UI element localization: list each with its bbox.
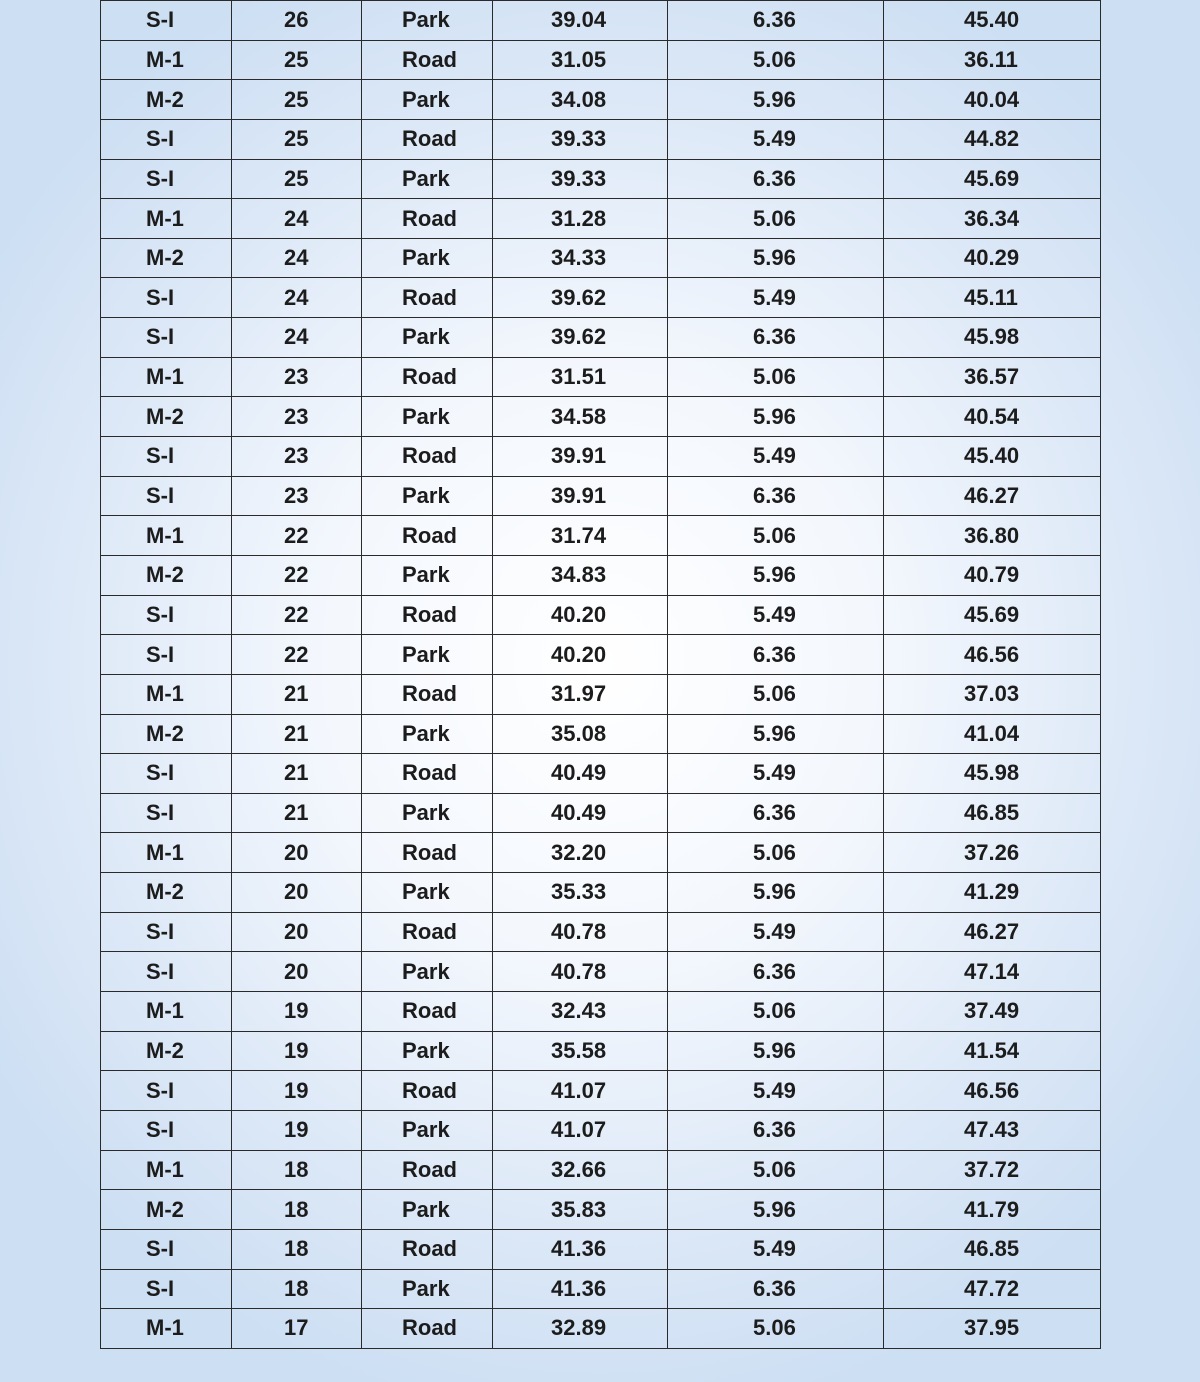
value-b-cell: 5.49 bbox=[668, 912, 884, 952]
value-b-cell: 5.96 bbox=[668, 238, 884, 278]
total-cell: 44.82 bbox=[884, 119, 1101, 159]
count-cell: 25 bbox=[232, 119, 362, 159]
count-cell: 21 bbox=[232, 793, 362, 833]
zone-cell: S-I bbox=[101, 159, 232, 199]
location-cell: Road bbox=[362, 754, 493, 794]
zone-cell: M-2 bbox=[101, 714, 232, 754]
total-cell: 41.79 bbox=[884, 1190, 1101, 1230]
value-a-cell: 41.07 bbox=[493, 1071, 668, 1111]
value-b-cell: 6.36 bbox=[668, 1, 884, 41]
table-row bbox=[101, 873, 1101, 913]
table-row bbox=[101, 278, 1101, 318]
zone-cell: M-1 bbox=[101, 199, 232, 239]
location-cell: Park bbox=[362, 80, 493, 120]
zone-cell: M-2 bbox=[101, 555, 232, 595]
table-row bbox=[101, 476, 1101, 516]
value-b-cell: 6.36 bbox=[668, 793, 884, 833]
count-cell: 19 bbox=[232, 992, 362, 1032]
location-cell: Park bbox=[362, 318, 493, 358]
count-cell: 22 bbox=[232, 635, 362, 675]
total-cell: 45.11 bbox=[884, 278, 1101, 318]
table-row bbox=[101, 516, 1101, 556]
table-row bbox=[101, 833, 1101, 873]
count-cell: 25 bbox=[232, 80, 362, 120]
count-cell: 22 bbox=[232, 595, 362, 635]
table-row bbox=[101, 40, 1101, 80]
total-cell: 46.85 bbox=[884, 1229, 1101, 1269]
table-row bbox=[101, 1269, 1101, 1309]
value-a-cell: 34.08 bbox=[493, 80, 668, 120]
location-cell: Park bbox=[362, 1, 493, 41]
value-b-cell: 5.06 bbox=[668, 992, 884, 1032]
value-a-cell: 31.05 bbox=[493, 40, 668, 80]
value-a-cell: 35.33 bbox=[493, 873, 668, 913]
value-a-cell: 35.83 bbox=[493, 1190, 668, 1230]
zone-cell: S-I bbox=[101, 952, 232, 992]
table-row bbox=[101, 1, 1101, 41]
table-row bbox=[101, 635, 1101, 675]
table-row bbox=[101, 80, 1101, 120]
data-table bbox=[100, 0, 1101, 1349]
zone-cell: S-I bbox=[101, 318, 232, 358]
zone-cell: M-2 bbox=[101, 80, 232, 120]
count-cell: 20 bbox=[232, 912, 362, 952]
location-cell: Park bbox=[362, 397, 493, 437]
zone-cell: S-I bbox=[101, 1229, 232, 1269]
total-cell: 46.27 bbox=[884, 476, 1101, 516]
total-cell: 37.26 bbox=[884, 833, 1101, 873]
table-row bbox=[101, 1190, 1101, 1230]
zone-cell: S-I bbox=[101, 476, 232, 516]
count-cell: 23 bbox=[232, 476, 362, 516]
location-cell: Park bbox=[362, 873, 493, 913]
total-cell: 36.34 bbox=[884, 199, 1101, 239]
value-a-cell: 39.33 bbox=[493, 159, 668, 199]
total-cell: 47.43 bbox=[884, 1110, 1101, 1150]
total-cell: 37.72 bbox=[884, 1150, 1101, 1190]
location-cell: Road bbox=[362, 357, 493, 397]
table-row bbox=[101, 1309, 1101, 1349]
table-row bbox=[101, 437, 1101, 477]
zone-cell: M-2 bbox=[101, 1190, 232, 1230]
zone-cell: M-1 bbox=[101, 992, 232, 1032]
zone-cell: M-2 bbox=[101, 397, 232, 437]
zone-cell: S-I bbox=[101, 754, 232, 794]
count-cell: 20 bbox=[232, 873, 362, 913]
value-a-cell: 40.20 bbox=[493, 635, 668, 675]
location-cell: Park bbox=[362, 238, 493, 278]
total-cell: 45.69 bbox=[884, 159, 1101, 199]
location-cell: Road bbox=[362, 1071, 493, 1111]
total-cell: 45.40 bbox=[884, 1, 1101, 41]
value-a-cell: 32.43 bbox=[493, 992, 668, 1032]
value-b-cell: 5.96 bbox=[668, 873, 884, 913]
location-cell: Park bbox=[362, 793, 493, 833]
value-b-cell: 5.96 bbox=[668, 80, 884, 120]
count-cell: 20 bbox=[232, 833, 362, 873]
location-cell: Road bbox=[362, 1150, 493, 1190]
value-a-cell: 40.20 bbox=[493, 595, 668, 635]
total-cell: 46.85 bbox=[884, 793, 1101, 833]
table-row bbox=[101, 674, 1101, 714]
zone-cell: M-1 bbox=[101, 40, 232, 80]
total-cell: 37.95 bbox=[884, 1309, 1101, 1349]
total-cell: 37.03 bbox=[884, 674, 1101, 714]
zone-cell: S-I bbox=[101, 1071, 232, 1111]
value-b-cell: 5.49 bbox=[668, 1229, 884, 1269]
value-b-cell: 5.49 bbox=[668, 119, 884, 159]
zone-cell: M-1 bbox=[101, 1309, 232, 1349]
location-cell: Road bbox=[362, 278, 493, 318]
total-cell: 47.14 bbox=[884, 952, 1101, 992]
zone-cell: S-I bbox=[101, 437, 232, 477]
zone-cell: M-1 bbox=[101, 674, 232, 714]
value-a-cell: 35.58 bbox=[493, 1031, 668, 1071]
total-cell: 41.04 bbox=[884, 714, 1101, 754]
location-cell: Road bbox=[362, 912, 493, 952]
value-b-cell: 5.06 bbox=[668, 516, 884, 556]
location-cell: Road bbox=[362, 516, 493, 556]
count-cell: 18 bbox=[232, 1269, 362, 1309]
data-table-container bbox=[100, 0, 1100, 1349]
table-row bbox=[101, 159, 1101, 199]
value-b-cell: 5.06 bbox=[668, 833, 884, 873]
location-cell: Road bbox=[362, 595, 493, 635]
zone-cell: S-I bbox=[101, 793, 232, 833]
value-b-cell: 5.49 bbox=[668, 278, 884, 318]
total-cell: 36.57 bbox=[884, 357, 1101, 397]
zone-cell: M-2 bbox=[101, 238, 232, 278]
zone-cell: M-1 bbox=[101, 516, 232, 556]
table-row bbox=[101, 119, 1101, 159]
zone-cell: S-I bbox=[101, 119, 232, 159]
count-cell: 25 bbox=[232, 159, 362, 199]
value-b-cell: 5.96 bbox=[668, 714, 884, 754]
zone-cell: S-I bbox=[101, 278, 232, 318]
zone-cell: S-I bbox=[101, 1269, 232, 1309]
count-cell: 19 bbox=[232, 1110, 362, 1150]
count-cell: 23 bbox=[232, 437, 362, 477]
location-cell: Park bbox=[362, 714, 493, 754]
zone-cell: S-I bbox=[101, 912, 232, 952]
location-cell: Park bbox=[362, 1269, 493, 1309]
value-a-cell: 39.62 bbox=[493, 318, 668, 358]
location-cell: Park bbox=[362, 1110, 493, 1150]
count-cell: 18 bbox=[232, 1150, 362, 1190]
value-b-cell: 5.06 bbox=[668, 199, 884, 239]
table-row bbox=[101, 357, 1101, 397]
total-cell: 41.29 bbox=[884, 873, 1101, 913]
location-cell: Road bbox=[362, 199, 493, 239]
zone-cell: S-I bbox=[101, 595, 232, 635]
total-cell: 40.04 bbox=[884, 80, 1101, 120]
table-row bbox=[101, 1110, 1101, 1150]
table-row bbox=[101, 714, 1101, 754]
value-b-cell: 5.96 bbox=[668, 397, 884, 437]
total-cell: 46.56 bbox=[884, 1071, 1101, 1111]
count-cell: 21 bbox=[232, 754, 362, 794]
table-row bbox=[101, 793, 1101, 833]
count-cell: 23 bbox=[232, 357, 362, 397]
total-cell: 36.11 bbox=[884, 40, 1101, 80]
value-b-cell: 6.36 bbox=[668, 635, 884, 675]
total-cell: 40.54 bbox=[884, 397, 1101, 437]
value-b-cell: 6.36 bbox=[668, 1110, 884, 1150]
zone-cell: M-1 bbox=[101, 1150, 232, 1190]
value-b-cell: 5.06 bbox=[668, 357, 884, 397]
value-a-cell: 31.51 bbox=[493, 357, 668, 397]
location-cell: Road bbox=[362, 833, 493, 873]
value-b-cell: 5.49 bbox=[668, 437, 884, 477]
value-b-cell: 5.06 bbox=[668, 1150, 884, 1190]
value-a-cell: 41.36 bbox=[493, 1269, 668, 1309]
value-a-cell: 40.78 bbox=[493, 952, 668, 992]
location-cell: Park bbox=[362, 1190, 493, 1230]
zone-cell: M-2 bbox=[101, 873, 232, 913]
total-cell: 45.40 bbox=[884, 437, 1101, 477]
total-cell: 36.80 bbox=[884, 516, 1101, 556]
count-cell: 19 bbox=[232, 1031, 362, 1071]
count-cell: 24 bbox=[232, 278, 362, 318]
location-cell: Park bbox=[362, 476, 493, 516]
zone-cell: M-1 bbox=[101, 357, 232, 397]
location-cell: Road bbox=[362, 674, 493, 714]
location-cell: Park bbox=[362, 1031, 493, 1071]
value-a-cell: 32.20 bbox=[493, 833, 668, 873]
count-cell: 24 bbox=[232, 238, 362, 278]
count-cell: 23 bbox=[232, 397, 362, 437]
value-a-cell: 39.91 bbox=[493, 476, 668, 516]
value-b-cell: 6.36 bbox=[668, 952, 884, 992]
value-a-cell: 40.78 bbox=[493, 912, 668, 952]
location-cell: Road bbox=[362, 992, 493, 1032]
count-cell: 21 bbox=[232, 714, 362, 754]
total-cell: 47.72 bbox=[884, 1269, 1101, 1309]
total-cell: 45.98 bbox=[884, 754, 1101, 794]
table-row bbox=[101, 992, 1101, 1032]
total-cell: 40.29 bbox=[884, 238, 1101, 278]
location-cell: Road bbox=[362, 1229, 493, 1269]
table-row bbox=[101, 397, 1101, 437]
value-b-cell: 6.36 bbox=[668, 476, 884, 516]
total-cell: 37.49 bbox=[884, 992, 1101, 1032]
value-b-cell: 5.96 bbox=[668, 1031, 884, 1071]
zone-cell: S-I bbox=[101, 1, 232, 41]
location-cell: Road bbox=[362, 40, 493, 80]
value-b-cell: 5.49 bbox=[668, 754, 884, 794]
location-cell: Park bbox=[362, 159, 493, 199]
value-a-cell: 32.66 bbox=[493, 1150, 668, 1190]
total-cell: 46.56 bbox=[884, 635, 1101, 675]
total-cell: 46.27 bbox=[884, 912, 1101, 952]
zone-cell: M-2 bbox=[101, 1031, 232, 1071]
table-row bbox=[101, 238, 1101, 278]
value-a-cell: 31.74 bbox=[493, 516, 668, 556]
value-a-cell: 34.33 bbox=[493, 238, 668, 278]
value-b-cell: 6.36 bbox=[668, 159, 884, 199]
count-cell: 21 bbox=[232, 674, 362, 714]
value-a-cell: 34.58 bbox=[493, 397, 668, 437]
value-b-cell: 6.36 bbox=[668, 318, 884, 358]
table-row bbox=[101, 912, 1101, 952]
value-a-cell: 31.97 bbox=[493, 674, 668, 714]
value-b-cell: 5.96 bbox=[668, 555, 884, 595]
total-cell: 40.79 bbox=[884, 555, 1101, 595]
table-row bbox=[101, 1229, 1101, 1269]
value-b-cell: 5.49 bbox=[668, 1071, 884, 1111]
count-cell: 24 bbox=[232, 199, 362, 239]
table-row bbox=[101, 555, 1101, 595]
value-a-cell: 34.83 bbox=[493, 555, 668, 595]
value-a-cell: 39.33 bbox=[493, 119, 668, 159]
location-cell: Park bbox=[362, 952, 493, 992]
value-a-cell: 41.36 bbox=[493, 1229, 668, 1269]
value-a-cell: 40.49 bbox=[493, 754, 668, 794]
table-row bbox=[101, 1150, 1101, 1190]
location-cell: Road bbox=[362, 1309, 493, 1349]
location-cell: Road bbox=[362, 437, 493, 477]
table-row bbox=[101, 199, 1101, 239]
count-cell: 20 bbox=[232, 952, 362, 992]
table-row bbox=[101, 754, 1101, 794]
table-row bbox=[101, 595, 1101, 635]
table-row bbox=[101, 1071, 1101, 1111]
count-cell: 22 bbox=[232, 555, 362, 595]
count-cell: 24 bbox=[232, 318, 362, 358]
value-a-cell: 35.08 bbox=[493, 714, 668, 754]
value-a-cell: 41.07 bbox=[493, 1110, 668, 1150]
count-cell: 25 bbox=[232, 40, 362, 80]
value-a-cell: 39.62 bbox=[493, 278, 668, 318]
count-cell: 22 bbox=[232, 516, 362, 556]
count-cell: 18 bbox=[232, 1190, 362, 1230]
value-a-cell: 39.91 bbox=[493, 437, 668, 477]
zone-cell: M-1 bbox=[101, 833, 232, 873]
total-cell: 41.54 bbox=[884, 1031, 1101, 1071]
value-b-cell: 6.36 bbox=[668, 1269, 884, 1309]
location-cell: Park bbox=[362, 635, 493, 675]
location-cell: Park bbox=[362, 555, 493, 595]
table-row bbox=[101, 1031, 1101, 1071]
zone-cell: S-I bbox=[101, 1110, 232, 1150]
count-cell: 17 bbox=[232, 1309, 362, 1349]
table-body bbox=[101, 1, 1101, 1349]
value-a-cell: 40.49 bbox=[493, 793, 668, 833]
total-cell: 45.98 bbox=[884, 318, 1101, 358]
table-row bbox=[101, 952, 1101, 992]
value-b-cell: 5.49 bbox=[668, 595, 884, 635]
value-a-cell: 32.89 bbox=[493, 1309, 668, 1349]
value-a-cell: 31.28 bbox=[493, 199, 668, 239]
value-a-cell: 39.04 bbox=[493, 1, 668, 41]
location-cell: Road bbox=[362, 119, 493, 159]
value-b-cell: 5.06 bbox=[668, 1309, 884, 1349]
count-cell: 19 bbox=[232, 1071, 362, 1111]
value-b-cell: 5.06 bbox=[668, 40, 884, 80]
total-cell: 45.69 bbox=[884, 595, 1101, 635]
value-b-cell: 5.06 bbox=[668, 674, 884, 714]
count-cell: 18 bbox=[232, 1229, 362, 1269]
table-row bbox=[101, 318, 1101, 358]
count-cell: 26 bbox=[232, 1, 362, 41]
value-b-cell: 5.96 bbox=[668, 1190, 884, 1230]
zone-cell: S-I bbox=[101, 635, 232, 675]
